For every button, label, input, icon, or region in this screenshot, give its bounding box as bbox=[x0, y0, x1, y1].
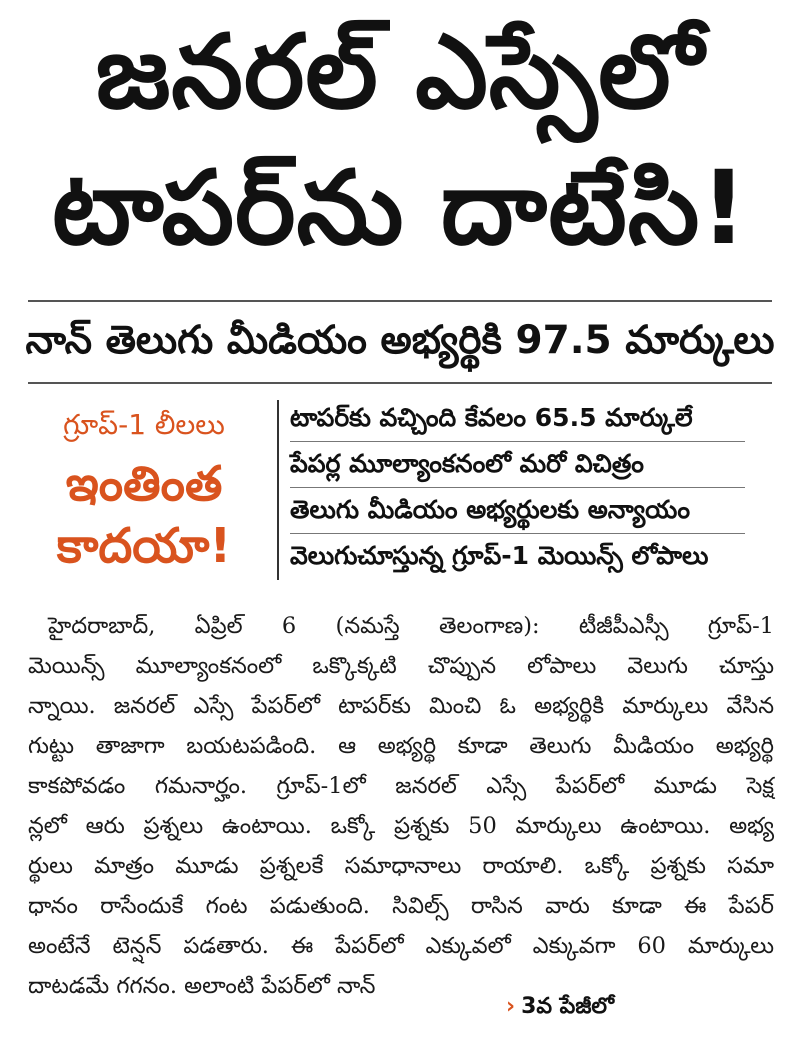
bullet-underline bbox=[290, 441, 745, 442]
bullet-item bbox=[290, 444, 780, 490]
continued-on-page bbox=[506, 994, 614, 1024]
bullet-underline bbox=[290, 487, 745, 488]
body-line: హైదరాబాద్, ఏప్రిల్ 6 (నమస్తే తెలంగాణ): టీజీపీఎస్సీ గ్రూప్-1 bbox=[48, 613, 774, 639]
body-line: ర్థులు మాత్రం మూడు ప్రశ్నలకే సమాధానాలు రాయాలి. ఒక్కో ప్రశ్నకు సమా bbox=[28, 853, 774, 879]
bullet-text: వెలుగుచూస్తున్న గ్రూప్-1 మెయిన్స్ లోపాలు bbox=[290, 541, 709, 570]
bullet-underline bbox=[290, 533, 745, 534]
bullet-text: పేపర్ల మూల్యాంకనంలో మరో విచిత్రం bbox=[290, 449, 644, 478]
body-line: న్నాయి. జనరల్ ఎస్సే పేపర్‌లో టాపర్‌కు మించి ఓ అభ్యర్థికి మార్కులు వేసిన bbox=[28, 693, 774, 719]
bullet-text: తెలుగు మీడియం అభ్యర్థులకు అన్యాయం bbox=[290, 495, 691, 524]
body-line: దాటడమే గగనం. అలాంటి పేపర్‌లో నాన్ bbox=[28, 973, 376, 999]
side-box bbox=[28, 400, 260, 584]
body-line: గుట్టు తాజాగా బయటపడింది. ఆ అభ్యర్థి కూడా తెలుగు మీడియం అభ్యర్థి bbox=[28, 733, 774, 759]
body-line: మెయిన్స్ మూల్యాంకనంలో ఒక్కొక్కటి చొప్పున లోపాలు వెలుగు చూస్తు bbox=[28, 653, 774, 679]
bullet-text: టాపర్‌కు వచ్చింది కేవలం 65.5 మార్కులే bbox=[290, 403, 693, 432]
body-line: ధానం రాసేందుకే గంట పడుతుంది. సివిల్స్ రాసిన వారు కూడా ఈ పేపర్ bbox=[28, 893, 774, 919]
body-line: కాకపోవడం గమనార్హం. గ్రూప్-1లో జనరల్ ఎస్సే పేపర్‌లో మూడు సెక్ష bbox=[28, 773, 774, 799]
body-line: అంటేనే టెన్షన్ పడతారు. ఈ పేపర్‌లో ఎక్కువలో ఎక్కువగా 60 మార్కులు bbox=[28, 933, 774, 959]
continued-label: 3వ పేజీలో bbox=[521, 994, 615, 1019]
bullet-item bbox=[290, 536, 780, 582]
bullet-item bbox=[290, 490, 780, 536]
headline-line-1: జనరల్ ఎస్సేలో bbox=[95, 13, 705, 132]
side-box-line-1: ఇంతింత bbox=[65, 456, 223, 512]
side-box-kicker: గ్రూప్-1 లీలలు bbox=[63, 408, 225, 441]
mid-divider bbox=[28, 382, 772, 384]
chevron-right-icon: › bbox=[506, 994, 516, 1019]
body-line: న్లలో ఆరు ప్రశ్నలు ఉంటాయి. ఒక్కో ప్రశ్నకు 50 మార్కులు ఉంటాయి. అభ్య bbox=[28, 813, 774, 839]
vertical-divider bbox=[277, 400, 279, 580]
article-body bbox=[28, 606, 774, 1006]
subheadline: నాన్ తెలుగు మీడియం అభ్యర్థికి 97.5 మార్కులు bbox=[25, 318, 775, 363]
headline-line-2: టాపర్‌ను దాటేసి! bbox=[52, 149, 748, 268]
side-box-line-2: కాదయా! bbox=[56, 518, 232, 574]
top-divider bbox=[28, 300, 772, 302]
bullet-item bbox=[290, 398, 780, 444]
bullet-list bbox=[290, 398, 780, 582]
